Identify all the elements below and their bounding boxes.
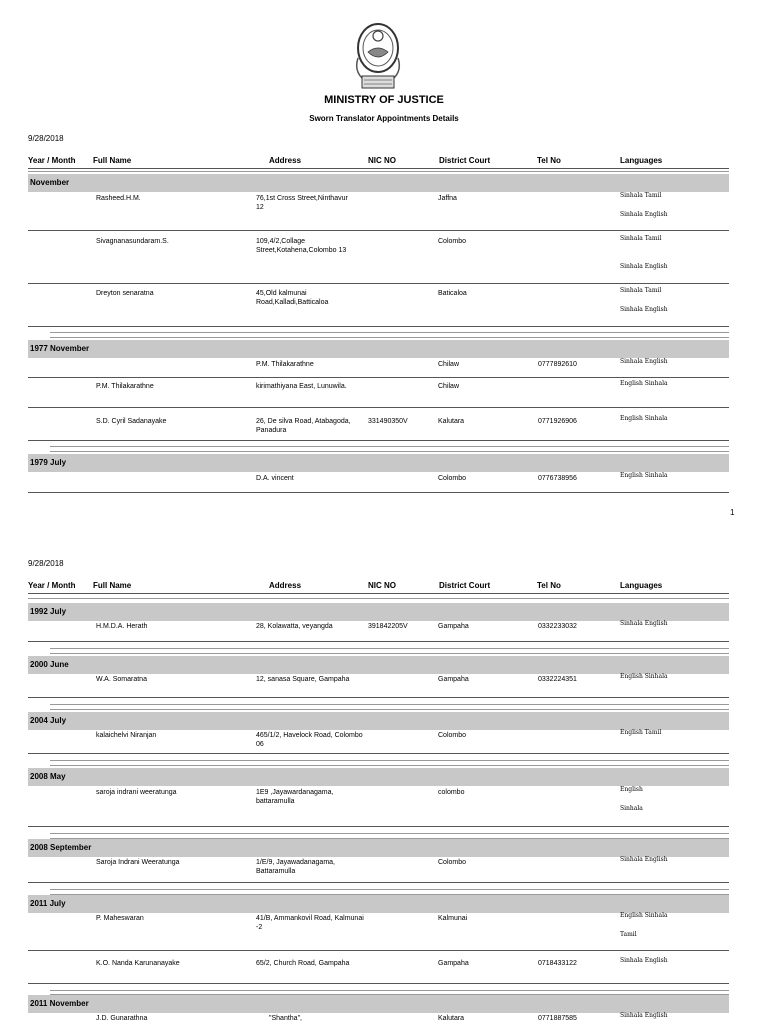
row-rule [28, 826, 729, 827]
languages: English [620, 786, 643, 793]
full-name: Saroja Indrani Weeratunga [96, 859, 180, 866]
document-subtitle: Sworn Translator Appointments Details [309, 114, 459, 123]
address: 465/1/2, Havelock Road, Colombo 06 [256, 732, 363, 748]
group-header: 2008 May [28, 768, 729, 786]
address: 109,4/2,Collage Street,Kotahena,Colombo 13 [256, 238, 347, 254]
col-year-month: Year / Month [28, 581, 76, 590]
languages: English Sinhala [620, 673, 668, 680]
tel-no: 0332233032 [538, 623, 577, 630]
nic-no: 391842205V [368, 623, 408, 630]
languages: Tamil [620, 931, 637, 938]
row-rule [28, 753, 729, 754]
row-rule [28, 326, 729, 327]
full-name: W.A. Somaratna [96, 676, 147, 683]
group-rule [50, 990, 729, 991]
group-rule [50, 451, 729, 452]
ministry-emblem [348, 18, 408, 92]
row-rule [28, 950, 729, 951]
group-rule [50, 332, 729, 333]
address: 45,Old kalmunai Road,Kalladi,Batticaloa [256, 290, 329, 306]
languages: English Sinhala [620, 472, 668, 479]
address: 76,1st Cross Street,Ninthavur 12 [256, 195, 348, 211]
languages: Sinhala English [620, 211, 668, 218]
nic-no: 331490350V [368, 418, 408, 425]
header-rule [28, 171, 729, 172]
address: 1/E/9, Jayawadanagama, Battaramulla [256, 859, 335, 875]
address: D.A. vincent [256, 475, 294, 482]
row-rule [28, 983, 729, 984]
col-district-court: District Court [439, 581, 491, 590]
tel-no: 0332224351 [538, 676, 577, 683]
district-court: Gampaha [438, 960, 469, 967]
full-name: kalaichelvi Niranjan [96, 732, 157, 739]
tel-no: 0771926906 [538, 418, 577, 425]
district-court: Colombo [438, 238, 467, 245]
full-name: J.D. Gunarathna [96, 1015, 148, 1022]
full-name: Rasheed.H.M. [96, 195, 141, 202]
district-court: Chilaw [438, 383, 460, 390]
group-rule [50, 765, 729, 766]
full-name: P.M. Thilakarathne [96, 383, 154, 390]
row-rule [28, 641, 729, 642]
tel-no: 0776738956 [538, 475, 577, 482]
group-header: 1977 November [28, 340, 729, 358]
report-date: 9/28/2018 [28, 559, 64, 568]
address: kirimathiyana East, Lunuwila. [256, 383, 347, 390]
group-header: 1992 July [28, 603, 729, 621]
col-address: Address [269, 156, 302, 165]
district-court: Kalutara [438, 418, 465, 425]
row-rule [28, 230, 729, 231]
languages: Sinhala English [620, 856, 668, 863]
full-name: Sivagnanasundaram.S. [96, 238, 169, 245]
address: 41/B, Ammankovil Road, Kalmunai -2 [256, 915, 364, 931]
tel-no: 0718433122 [538, 960, 577, 967]
languages: Sinhala Tamil [620, 192, 662, 199]
group-header: November [28, 174, 729, 192]
languages: Sinhala Tamil [620, 287, 662, 294]
address: 26, De silva Road, Atabagoda, Panadura [256, 418, 351, 434]
district-court: Jaffna [438, 195, 457, 202]
languages: English Tamil [620, 729, 662, 736]
district-court: Colombo [438, 475, 467, 482]
group-header: 2011 November [28, 995, 729, 1013]
col-address: Address [269, 581, 302, 590]
group-rule [50, 337, 729, 338]
district-court: colombo [438, 789, 465, 796]
full-name: H.M.D.A. Herath [96, 623, 148, 630]
group-header: 1979 July [28, 454, 729, 472]
full-name: saroja indrani weeratunga [96, 789, 177, 796]
district-court: Gampaha [438, 623, 469, 630]
group-header: 2004 July [28, 712, 729, 730]
group-rule [50, 704, 729, 705]
col-tel-no: Tel No [537, 156, 561, 165]
district-court: Colombo [438, 859, 467, 866]
tel-no: 0777892610 [538, 361, 577, 368]
group-rule [50, 760, 729, 761]
row-rule [28, 697, 729, 698]
row-rule [28, 882, 729, 883]
col-languages: Languages [620, 581, 663, 590]
languages: English Sinhala [620, 415, 668, 422]
languages: Sinhala Tamil [620, 235, 662, 242]
row-rule [28, 377, 729, 378]
col-nic-no: NIC NO [368, 581, 396, 590]
row-rule [28, 283, 729, 284]
group-rule [50, 653, 729, 654]
report-date: 9/28/2018 [28, 134, 64, 143]
languages: Sinhala English [620, 1012, 668, 1019]
row-rule [28, 407, 729, 408]
group-header: 2011 July [28, 895, 729, 913]
district-court: Kalutara [438, 1015, 465, 1022]
row-rule [28, 492, 729, 493]
header-rule [28, 593, 729, 594]
address: 65/2, Church Road, Gampaha [256, 960, 350, 967]
district-court: Gampaha [438, 676, 469, 683]
address: "Shantha", [269, 1015, 302, 1022]
languages: Sinhala English [620, 957, 668, 964]
document-title: MINISTRY OF JUSTICE [324, 94, 444, 106]
address: 28, Kolawatta, veyangda [256, 623, 333, 630]
district-court: Baticaloa [438, 290, 467, 297]
address: P.M. Thilakarathne [256, 361, 314, 368]
col-nic-no: NIC NO [368, 156, 396, 165]
col-languages: Languages [620, 156, 663, 165]
district-court: Kalmunai [438, 915, 468, 922]
header-rule [28, 168, 729, 169]
col-year-month: Year / Month [28, 156, 76, 165]
row-rule [28, 440, 729, 441]
languages: Sinhala English [620, 358, 668, 365]
group-rule [50, 446, 729, 447]
group-header: 2008 September [28, 839, 729, 857]
col-full-name: Full Name [93, 156, 132, 165]
district-court: Colombo [438, 732, 467, 739]
languages: English Sinhala [620, 380, 668, 387]
group-rule [50, 709, 729, 710]
col-district-court: District Court [439, 156, 491, 165]
group-rule [50, 889, 729, 890]
group-rule [50, 648, 729, 649]
district-court: Chilaw [438, 361, 460, 368]
page-number: 1 [730, 508, 735, 517]
col-full-name: Full Name [93, 581, 132, 590]
address: 1E9 ,Jayawardanagama, battaramulla [256, 789, 334, 805]
full-name: K.O. Nanda Karunanayake [96, 960, 180, 967]
col-tel-no: Tel No [537, 581, 561, 590]
languages: Sinhala English [620, 263, 668, 270]
address: 12, sanasa Square, Gampaha [256, 676, 350, 683]
header-rule [28, 598, 729, 599]
languages: Sinhala English [620, 306, 668, 313]
languages: Sinhala [620, 805, 643, 812]
group-header: 2000 June [28, 656, 729, 674]
full-name: Dreyton senaratna [96, 290, 154, 297]
full-name: S.D. Cyril Sadanayake [96, 418, 167, 425]
languages: Sinhala English [620, 620, 668, 627]
group-rule [50, 833, 729, 834]
languages: English Sinhala [620, 912, 668, 919]
tel-no: 0771887585 [538, 1015, 577, 1022]
full-name: P. Maheswaran [96, 915, 144, 922]
